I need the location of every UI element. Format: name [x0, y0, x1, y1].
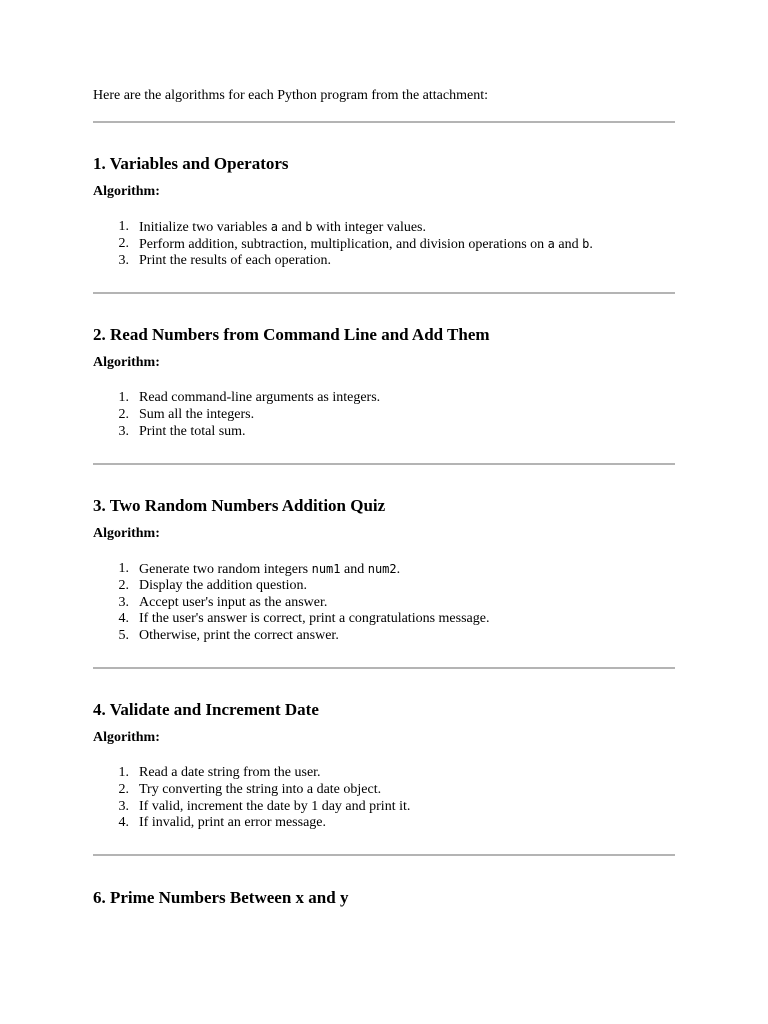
list-number: 1.	[118, 390, 129, 405]
inline-code: b	[305, 220, 313, 234]
algorithm-label: Algorithm:	[93, 730, 160, 745]
inline-code: num1	[311, 562, 341, 576]
list-item	[93, 799, 410, 816]
list-number: 4.	[118, 611, 129, 627]
list-item	[93, 219, 593, 236]
list-number: 2.	[118, 781, 129, 797]
list-item	[93, 561, 489, 578]
list-item	[93, 253, 593, 270]
step-text: Print the total sum.	[139, 423, 246, 439]
section-title: 1. Variables and Operators	[93, 154, 289, 173]
step-text: with integer values.	[312, 220, 427, 235]
section-variables-operators	[93, 154, 675, 268]
list-item	[93, 424, 380, 441]
steps-list	[93, 561, 489, 645]
divider	[93, 854, 675, 856]
step-text: Otherwise, print the correct answer.	[139, 628, 339, 644]
step-text: If valid, increment the date by 1 day and print it.	[139, 798, 411, 814]
step-text: and	[340, 562, 368, 577]
list-item	[93, 815, 410, 832]
list-item	[93, 407, 380, 424]
step-text: and	[554, 236, 583, 252]
step-text: Sum all the integers.	[139, 406, 255, 422]
list-number: 3.	[118, 252, 129, 268]
list-item	[93, 611, 489, 628]
list-number: 1.	[118, 219, 129, 234]
step-text: Print the results of each operation.	[139, 252, 332, 268]
list-number: 3.	[118, 423, 129, 439]
list-number: 4.	[118, 815, 129, 831]
algorithm-label: Algorithm:	[93, 526, 160, 541]
section-title: 6. Prime Numbers Between x and y	[93, 888, 349, 907]
section-validate-date	[93, 700, 675, 831]
steps-list	[93, 219, 593, 269]
list-item	[93, 595, 489, 612]
step-text: Generate two random integers	[139, 562, 312, 577]
divider	[93, 121, 675, 123]
list-item	[93, 390, 380, 407]
list-number: 3.	[118, 798, 129, 814]
list-item	[93, 578, 489, 595]
step-text: Try converting the string into a date object.	[139, 781, 382, 797]
list-number: 3.	[118, 594, 129, 610]
list-number: 1.	[118, 561, 129, 576]
list-number: 2.	[118, 577, 129, 593]
step-text: Display the addition question.	[139, 577, 307, 593]
step-text: .	[396, 562, 401, 577]
step-text: Accept user's input as the answer.	[139, 594, 328, 610]
step-text: If invalid, print an error message.	[139, 815, 326, 831]
list-number: 1.	[118, 765, 129, 780]
step-text: Read a date string from the user.	[139, 765, 321, 780]
algorithm-label: Algorithm:	[93, 355, 160, 370]
section-prime-numbers	[93, 888, 675, 908]
intro-text: Here are the algorithms for each Python program from the attachment:	[93, 88, 488, 103]
list-item	[93, 628, 489, 645]
section-title: 3. Two Random Numbers Addition Quiz	[93, 496, 386, 515]
step-text: and	[278, 220, 306, 235]
section-title: 2. Read Numbers from Command Line and Add Them	[93, 325, 490, 344]
section-title: 4. Validate and Increment Date	[93, 700, 319, 719]
inline-code: a	[547, 236, 555, 251]
step-text: If the user's answer is correct, print a congratulations message.	[139, 611, 490, 627]
steps-list	[93, 390, 380, 440]
section-addition-quiz	[93, 496, 675, 644]
divider	[93, 463, 675, 465]
divider	[93, 667, 675, 669]
inline-code: num2	[367, 562, 397, 576]
step-text: .	[589, 236, 593, 252]
step-text: Perform addition, subtraction, multiplication, and division operations on	[139, 236, 548, 252]
steps-list	[93, 765, 410, 832]
step-text: Read command-line arguments as integers.	[139, 390, 381, 405]
divider	[93, 292, 675, 294]
list-item	[93, 782, 410, 799]
algorithm-label: Algorithm:	[93, 184, 160, 199]
list-item	[93, 765, 410, 782]
list-item	[93, 236, 593, 253]
step-text: Initialize two variables	[139, 220, 271, 235]
inline-code: b	[582, 236, 590, 251]
inline-code: a	[270, 220, 279, 234]
list-number: 2.	[118, 235, 129, 251]
list-number: 5.	[118, 628, 129, 644]
section-command-line-sum	[93, 325, 675, 439]
list-number: 2.	[118, 406, 129, 422]
